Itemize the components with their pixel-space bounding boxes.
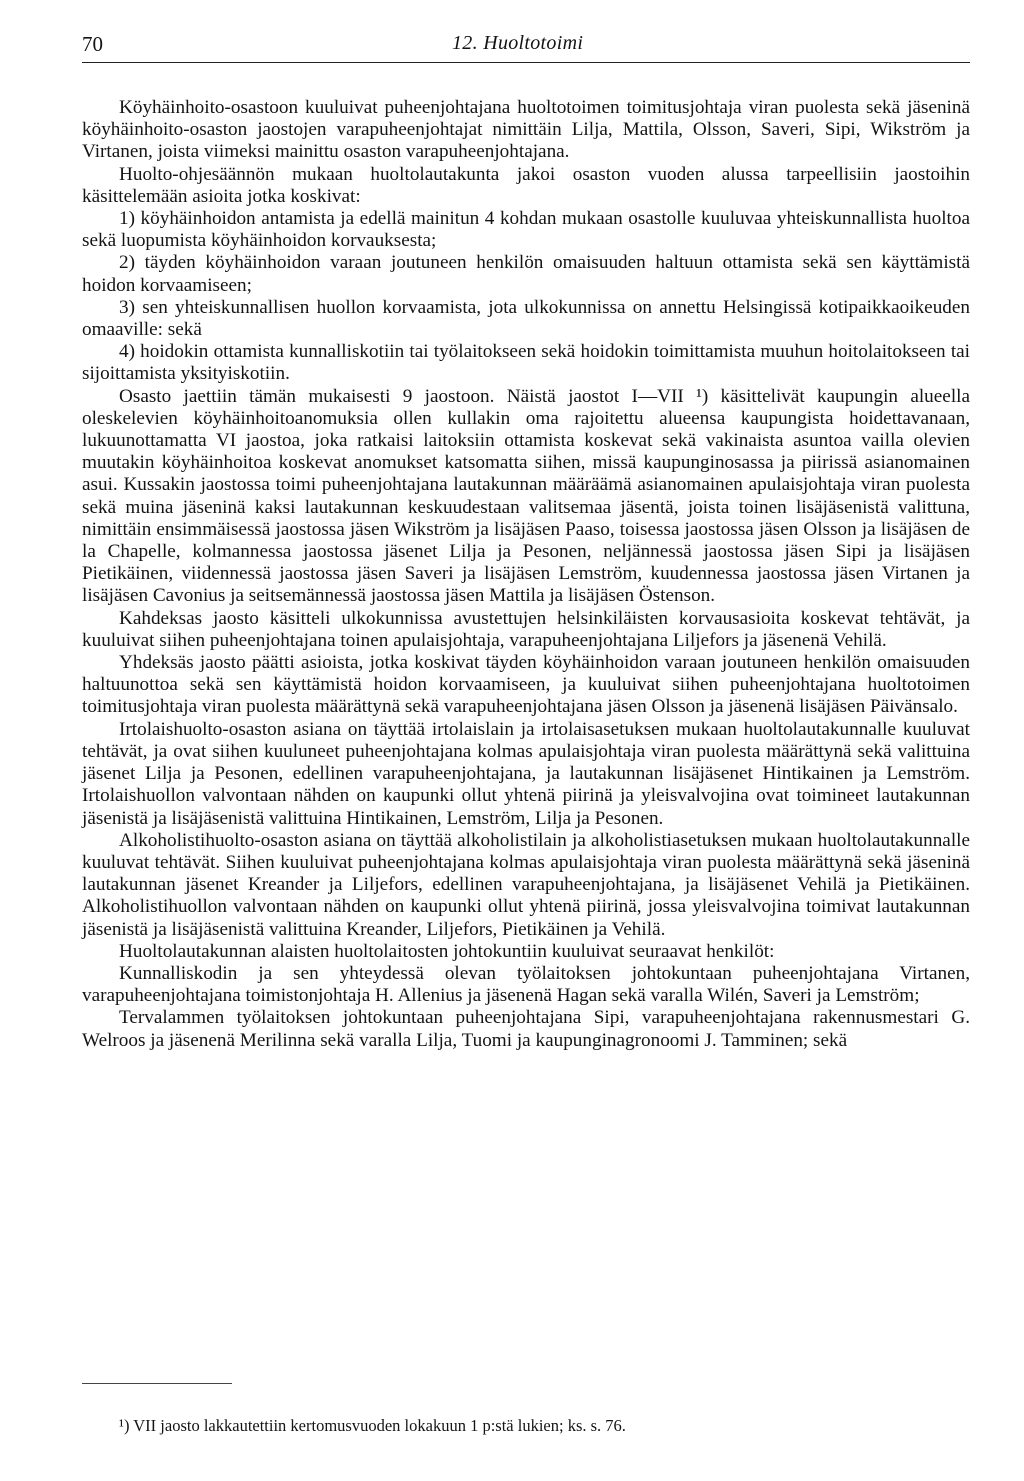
list-item: 2) täyden köyhäinhoidon varaan joutuneen henkilön omaisuuden haltuun ottamista sekä sen käyttämistä hoidon korvaamiseen; [82, 252, 970, 296]
paragraph: Huoltolautakunnan alaisten huoltolaitosten johtokuntiin kuuluivat seuraavat henkilöt: [119, 940, 775, 962]
list-item: 4) hoidokin ottamista kunnalliskotiin tai työlaitokseen sekä hoidokin toimittamista muuhun hoitolaitokseen tai sijoittamista yksityiskotiin. [82, 341, 970, 385]
paragraph: Yhdeksäs jaosto päätti asioista, jotka koskivat täyden köyhäinhoidon varaan joutuneen henkilön omaisuuden haltuunottoa sekä sen käyttämistä hoidon korvaamiseen, ja kuuluivat siihen puheenjohtajana huoltotoimen toimitusjohtaja viran puolesta määrättynä sekä varapuheenjohtajana jäsen Olsson ja jäsenenä lisäjäsen Päivänsalo. [82, 652, 970, 718]
running-head [82, 28, 970, 63]
body-text [82, 97, 970, 1052]
list-item: 1) köyhäinhoidon antamista ja edellä mainitun 4 kohdan mukaan osastolle kuuluvaa yhteiskunnallista huoltoa sekä luopumista köyhäinhoidon korvauksesta; [82, 208, 970, 252]
paragraph: Osasto jaettiin tämän mukaisesti 9 jaostoon. Näistä jaostot I—VII ¹) käsittelivät kaupungin alueella oleskelevien köyhäinhoitoanomuksia ollen kullakin oma rajoitettu alueensa kaupungista hoidettavanaan, lukuunottamatta VI jaostoa, joka ratkaisi laitoksiin ottamista koskevat sekä vakinaista asuntoa vailla olevien muutakin köyhäinhoitoa koskevat anomukset katsomatta siihen, missä kaupunginosassa ja piirissä asianomainen asui. Kussakin jaostossa toimi puheenjohtajana lautakunnan määräämä asianomainen apulaisjohtaja viran puolesta sekä muina jäseninä kaksi lautakunnan keskuudestaan valitsemaa jäsentä, joista toinen lisäjäsenistä valittuna, nimittäin ensimmäisessä jaostossa jäsen Wikström ja lisäjäsen Paaso, toisessa jaostossa jäsen Olsson ja lisäjäsen de la Chapelle, kolmannessa jaostossa jäsenet Lilja ja Pesonen, neljännessä jaostossa jäsen Sipi ja lisäjäsen Pietikäinen, viidennessä jaostossa jäsen Saveri ja lisäjäsen Lemström, kuudennessa jaostossa jäsen Virtanen ja lisäjäsen Cavonius ja seitsemännessä jaostossa jäsen Mattila ja lisäjäsen Östenson. [82, 385, 970, 607]
page-number: 70 [82, 32, 103, 56]
paragraph: Tervalammen työlaitoksen johtokuntaan puheenjohtajana Sipi, varapuheenjohtajana rakennusmestari G. Welroos ja jäsenenä Merilinna sekä varalla Lilja, Tuomi ja kaupunginagronoomi J. Tamminen; sekä [82, 1007, 970, 1051]
running-title: 12. Huoltotoimi [452, 32, 584, 54]
list-item: 3) sen yhteiskunnallisen huollon korvaamista, jota ulkokunnissa on annettu Helsingissä kotipaikkaoikeuden omaaville: sekä [82, 296, 970, 341]
paragraph: Kunnalliskodin ja sen yhteydessä olevan työlaitoksen johtokuntaan puheenjohtajana Virtanen, varapuheenjohtajana toimistonjohtaja H. Allenius ja jäsenenä Hagan sekä varalla Wilén, Saveri ja Lemström; [82, 962, 970, 1007]
paragraph: Köyhäinhoito-osastoon kuuluivat puheenjohtajana huoltotoimen toimitusjohtaja viran puolesta sekä jäseninä köyhäinhoito-osaston jaostojen varapuheenjohtajat nimittäin Lilja, Mattila, Olsson, Saveri, Sipi, Wikström ja Virtanen, joista viimeksi mainittu osaston varapuheenjohtajana. [82, 97, 970, 163]
paragraph: Alkoholistihuolto-osaston asiana on täyttää alkoholistilain ja alkoholistiasetuksen mukaan huoltolautakunnalle kuuluvat tehtävät. Siihen kuuluivat puheenjohtajana kolmas apulaisjohtaja viran puolesta määrättynä sekä jäseninä lautakunnan jäsenet Kreander ja Liljefors, edellinen varapuheenjohtajana, ja lisäjäsenet Vehilä ja Pietikäinen. Alkoholistihuollon valvontaan nähden on kaupunki ollut yhtenä piirinä, jossa yleisvalvojina toimivat lautakunnan jäsenistä ja lisäjäsenistä valittuina Kreander, Liljefors, Pietikäinen ja Vehilä. [82, 829, 970, 940]
paragraph: Irtolaishuolto-osaston asiana on täyttää irtolaislain ja irtolaisasetuksen mukaan huoltolautakunnalle kuuluvat tehtävät, ja ovat siihen kuuluneet puheenjohtajana kolmas apulaisjohtaja viran puolesta määrättynä sekä valittuina jäsenet Lilja ja Pesonen, edellinen varapuheenjohtajana, ja lautakunnan lisäjäsenet Hintikainen ja Lemström. Irtolaishuollon valvontaan nähden on kaupunki ollut yhtenä piirinä ja yleisvalvojina ovat toimineet lautakunnan jäsenistä ja lisäjäsenistä valittuina Hintikainen, Lemström, Lilja ja Pesonen. [82, 718, 970, 829]
footnote-divider [82, 1383, 232, 1384]
document-page [82, 28, 970, 1435]
paragraph: Huolto-ohjesäännön mukaan huoltolautakunta jakoi osaston vuoden alussa tarpeellisiin jaostoihin käsittelemään asioita jotka koskivat: [82, 163, 970, 207]
paragraph: Kahdeksas jaosto käsitteli ulkokunnissa avustettujen helsinkiläisten korvausasioita koskevat tehtävät, ja kuuluivat siihen puheenjohtajana toinen apulaisjohtaja, varapuheenjohtajana Liljefors ja jäsenenä Vehilä. [82, 607, 970, 651]
footnote: ¹) VII jaosto lakkautettiin kertomusvuoden lokakuun 1 p:stä lukien; ks. s. 76. [119, 1416, 626, 1435]
